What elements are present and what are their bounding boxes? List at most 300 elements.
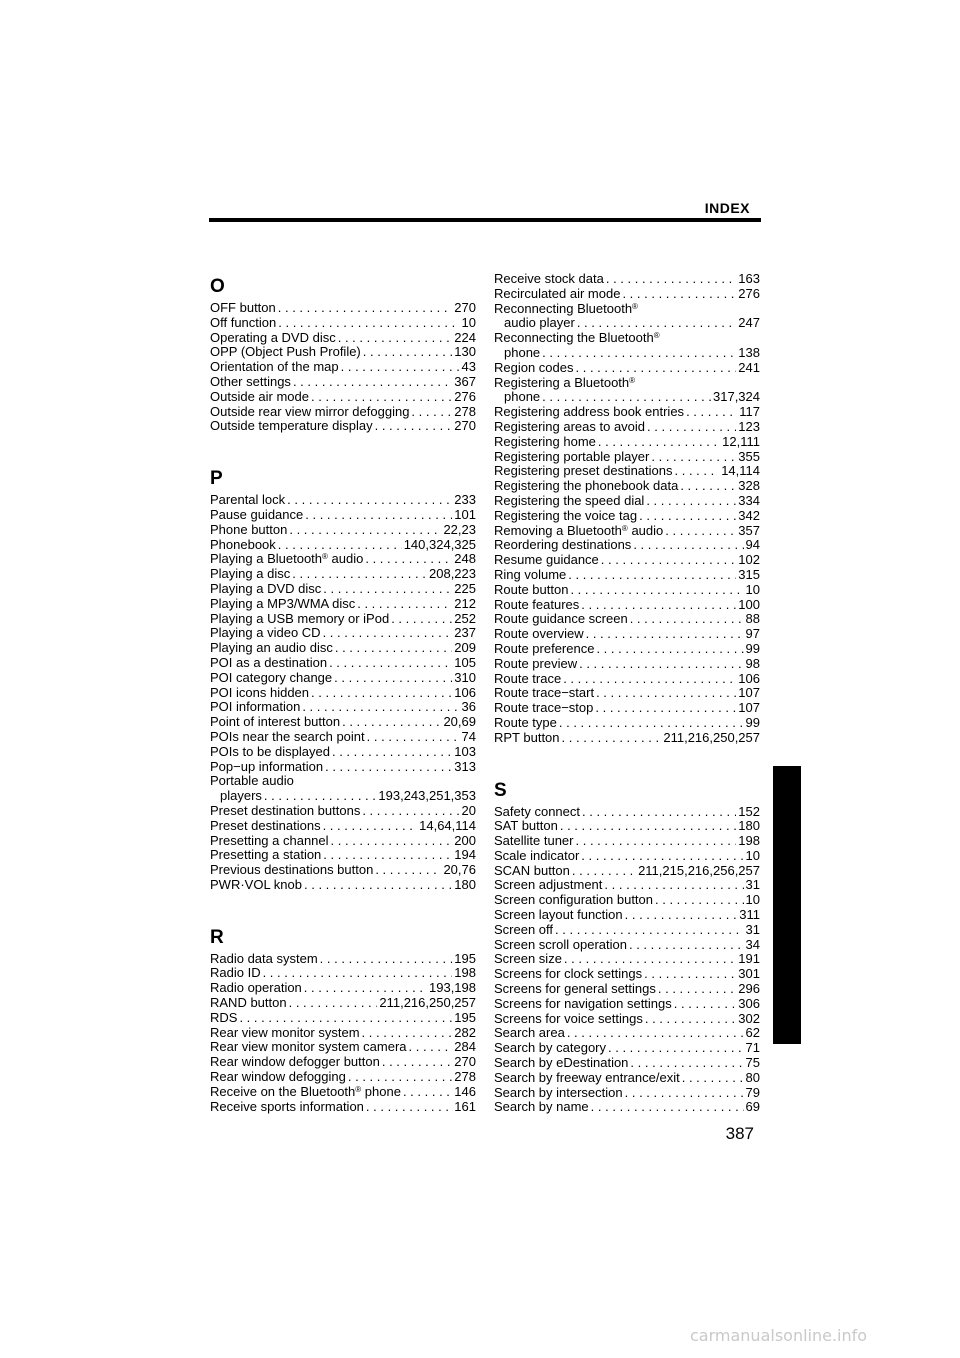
index-entry — [210, 612, 476, 627]
index-entry — [494, 464, 760, 479]
dot-leader — [680, 479, 736, 494]
index-entry-wrapped — [494, 302, 760, 332]
entry-label-text: Registering areas to avoid — [494, 418, 646, 434]
entry-label-text: Off function — [210, 314, 277, 330]
index-entry — [210, 1011, 476, 1026]
entry-pages: 195 — [454, 1009, 476, 1025]
dot-leader — [334, 671, 452, 686]
entry-label — [494, 923, 553, 938]
entry-pages: 105 — [454, 654, 476, 670]
dot-leader — [567, 1026, 744, 1041]
index-entry — [494, 819, 760, 834]
index-entry — [210, 331, 476, 346]
entry-label — [494, 287, 620, 302]
entry-label — [210, 375, 291, 390]
entry-label — [210, 848, 321, 863]
dot-leader — [357, 597, 452, 612]
dot-leader — [367, 730, 460, 745]
entry-pages: 342 — [738, 507, 760, 523]
entry-label — [494, 952, 562, 967]
entry-pages: 106 — [454, 684, 476, 700]
index-entry — [494, 1012, 760, 1027]
index-entry — [494, 538, 760, 553]
entry-label-text: Route preview — [494, 655, 578, 671]
entry-label — [494, 864, 570, 879]
entry-label-text: Registering preset destinations — [494, 463, 673, 479]
entry-label — [494, 819, 558, 834]
entry-pages: 284 — [454, 1039, 476, 1055]
entry-label — [210, 567, 290, 582]
dot-leader — [289, 996, 378, 1011]
entry-pages: 103 — [454, 743, 476, 759]
index-entry — [210, 996, 476, 1011]
entry-label-text: Playing a MP3/WMA disc — [210, 595, 356, 611]
dot-leader — [655, 893, 744, 908]
index-entry — [494, 1086, 760, 1101]
entry-pages: 211,215,216,256,257 — [638, 862, 760, 878]
entry-pages: 100 — [738, 596, 760, 612]
index-entry — [494, 864, 760, 879]
entry-pages: 302 — [738, 1010, 760, 1026]
entry-label-text: Preset destination buttons — [210, 802, 361, 818]
entry-pages: 276 — [454, 388, 476, 404]
entry-label-text: Rear view monitor system camera — [210, 1039, 407, 1055]
dot-leader — [608, 1041, 744, 1056]
index-entry — [210, 878, 476, 893]
dot-leader — [320, 952, 453, 967]
entry-label — [494, 893, 653, 908]
index-entry — [494, 450, 760, 465]
registered-mark: ® — [322, 552, 328, 562]
entry-label-text: Screens for clock settings — [494, 966, 643, 982]
entry-label-text: Phone button — [210, 521, 288, 537]
dot-leader — [633, 538, 743, 553]
dot-leader — [625, 1086, 744, 1101]
entry-pages: 62 — [745, 1025, 760, 1041]
entry-pages: 317,324 — [713, 389, 760, 405]
entry-label — [494, 1012, 643, 1027]
entry-label — [210, 552, 363, 567]
index-entry — [494, 893, 760, 908]
entry-label — [494, 849, 579, 864]
entry-label — [494, 1071, 680, 1086]
entry-pages: 140,324,325 — [403, 536, 476, 552]
entry-label — [210, 834, 329, 849]
dot-leader — [595, 701, 736, 716]
entry-label — [210, 966, 261, 981]
entry-pages: 10 — [745, 892, 760, 908]
dot-leader — [625, 908, 738, 923]
entry-label-text: POIs near the search point — [210, 728, 365, 744]
entry-label-text: Resume guidance — [494, 552, 599, 568]
entry-pages: 123 — [738, 418, 760, 434]
entry-label-text: Search by freeway entrance/exit — [494, 1069, 680, 1085]
entry-label — [210, 730, 365, 745]
entry-label — [494, 435, 596, 450]
dot-leader — [289, 523, 441, 538]
entry-pages: 211,216,250,257 — [379, 995, 476, 1011]
entry-label-text: Outside rear view mirror defogging — [210, 403, 410, 419]
index-entry — [210, 1026, 476, 1041]
dot-leader — [366, 1100, 452, 1115]
entry-label — [210, 345, 361, 360]
entry-pages: 97 — [745, 626, 760, 642]
entry-label — [494, 361, 574, 376]
entry-label — [494, 494, 644, 509]
dot-leader — [665, 524, 736, 539]
entry-label-text: Screens for voice settings — [494, 1010, 643, 1026]
entry-label — [210, 700, 300, 715]
entry-pages: 252 — [454, 610, 476, 626]
entry-label — [494, 1041, 606, 1056]
dot-leader — [409, 1040, 453, 1055]
entry-label-text: Previous destinations button — [210, 862, 374, 878]
entry-label-text: POIs to be displayed — [210, 743, 330, 759]
entry-pages: 198 — [454, 965, 476, 981]
entry-pages: 270 — [454, 300, 476, 315]
entry-pages: 296 — [738, 981, 760, 997]
index-entry — [494, 982, 760, 997]
entry-label — [210, 745, 330, 760]
entry-label — [210, 405, 409, 420]
entry-label-text: Search by eDestination — [494, 1055, 629, 1071]
entry-label — [494, 553, 599, 568]
entry-label — [210, 316, 276, 331]
entry-pages: 20,69 — [443, 714, 476, 730]
entry-label — [210, 952, 318, 967]
entry-label — [494, 405, 684, 420]
registered-mark: ® — [629, 375, 636, 385]
entry-label — [494, 1026, 565, 1041]
entry-label-text: Registering the speed dial — [494, 492, 645, 508]
index-entry — [494, 686, 760, 701]
entry-label-text: Outside temperature display — [210, 418, 373, 434]
entry-pages: 195 — [454, 950, 476, 966]
entry-label-text: Screen size — [494, 951, 562, 967]
dot-leader — [644, 967, 736, 982]
entry-pages: 161 — [454, 1098, 476, 1114]
entry-label-text: Playing a disc — [210, 566, 291, 582]
dot-leader — [264, 789, 376, 804]
entry-label — [494, 1086, 623, 1101]
entry-label-text: Satellite tuner — [494, 833, 574, 849]
entry-pages: 247 — [738, 315, 760, 331]
entry-pages: 99 — [745, 640, 760, 656]
entry-label — [210, 1040, 407, 1055]
dot-leader — [403, 1085, 452, 1100]
entry-label-text: Playing an audio disc — [210, 640, 333, 656]
entry-label — [210, 804, 360, 819]
entry-label-text: RPT button — [494, 729, 560, 745]
entry-label — [494, 701, 593, 716]
entry-label — [494, 834, 574, 849]
entry-label — [210, 878, 302, 893]
index-section-s — [494, 779, 760, 1116]
entry-pages: 306 — [738, 995, 760, 1011]
entry-label — [494, 524, 663, 539]
registered-mark: ® — [632, 301, 638, 311]
index-entry — [494, 1056, 760, 1071]
entry-label — [494, 938, 627, 953]
dot-leader — [629, 938, 744, 953]
entry-first-line — [494, 331, 760, 346]
index-entry — [494, 479, 760, 494]
section-tab-marker — [773, 766, 801, 1044]
entry-label-text: Route trace−start — [494, 685, 595, 701]
entry-pages: 71 — [745, 1040, 760, 1056]
entry-first-line-text: Reconnecting Bluetooth — [494, 300, 633, 316]
index-entry — [494, 509, 760, 524]
entry-label-text: Presetting a channel — [210, 832, 329, 848]
entry-label — [210, 612, 389, 627]
index-entry — [210, 419, 476, 434]
entry-label — [210, 538, 276, 553]
entry-pages: 10 — [745, 847, 760, 863]
entry-pages: 20 — [461, 802, 476, 818]
index-entry — [494, 287, 760, 302]
entry-label-text: audio player — [504, 315, 575, 331]
entry-pages: 367 — [454, 373, 476, 389]
entry-label — [494, 450, 649, 465]
entry-pages: 180 — [454, 876, 476, 892]
entry-label — [504, 346, 540, 361]
entry-label — [210, 686, 309, 701]
index-entry — [210, 981, 476, 996]
entry-label — [494, 627, 584, 642]
entry-label-text: Presetting a station — [210, 847, 322, 863]
entry-label-text: Safety connect — [494, 803, 580, 819]
dot-leader — [572, 864, 636, 879]
dot-leader — [311, 390, 452, 405]
entry-first-line — [210, 774, 476, 789]
entry-label — [210, 331, 336, 346]
dot-leader — [674, 997, 737, 1012]
dot-leader — [598, 435, 720, 450]
entry-label-text: Phonebook — [210, 536, 276, 552]
entry-label — [494, 420, 645, 435]
entry-pages: 211,216,250,257 — [663, 729, 760, 745]
entry-label-text: Operating a DVD disc — [210, 329, 336, 345]
index-entry — [210, 745, 476, 760]
entry-label-text: Playing a Bluetooth — [210, 551, 323, 567]
index-entry — [210, 863, 476, 878]
index-entry — [210, 345, 476, 360]
dot-leader — [686, 405, 737, 420]
entry-label-text: Rear view monitor system — [210, 1024, 360, 1040]
entry-pages: 209 — [454, 640, 476, 656]
index-entry — [210, 834, 476, 849]
entry-pages: 31 — [745, 921, 760, 937]
entry-pages: 138 — [738, 344, 760, 360]
index-entry — [494, 405, 760, 420]
entry-label-text: Registering the voice tag — [494, 507, 638, 523]
entry-pages: 130 — [454, 344, 476, 360]
index-entry — [494, 849, 760, 864]
index-section-p — [210, 467, 476, 893]
index-entry — [210, 626, 476, 641]
index-entry — [210, 582, 476, 597]
entry-pages: 117 — [739, 404, 760, 420]
index-entry — [210, 567, 476, 582]
entry-pages: 200 — [454, 832, 476, 848]
entry-label — [210, 1100, 364, 1115]
entry-pages: 313 — [454, 758, 476, 774]
index-entry — [494, 923, 760, 938]
entry-label — [210, 390, 309, 405]
index-entry — [494, 272, 760, 287]
entry-label — [210, 360, 339, 375]
index-entry-wrapped — [494, 376, 760, 406]
entry-label — [504, 316, 575, 331]
entry-label-text: phone — [504, 389, 541, 405]
entry-pages: 282 — [454, 1024, 476, 1040]
index-entry — [210, 1055, 476, 1070]
entry-label — [494, 716, 557, 731]
dot-leader — [579, 657, 743, 672]
dot-leader — [375, 419, 453, 434]
dot-leader — [391, 612, 452, 627]
index-entry — [494, 938, 760, 953]
entry-pages: 107 — [738, 685, 760, 701]
entry-label-text: Receive on the Bluetooth — [210, 1083, 356, 1099]
entry-pages: 36 — [461, 699, 476, 715]
dot-leader — [335, 641, 452, 656]
entry-pages: 31 — [745, 877, 760, 893]
entry-pages: 311 — [739, 907, 760, 923]
entry-pages: 193,243,251,353 — [378, 788, 476, 804]
entry-label — [210, 523, 287, 538]
entry-label-text: Search by intersection — [494, 1084, 623, 1100]
dot-leader — [586, 627, 744, 642]
entry-label-text: RAND button — [210, 995, 287, 1011]
index-entry — [494, 346, 760, 361]
dot-leader — [559, 716, 744, 731]
entry-label-text: Route guidance screen — [494, 611, 628, 627]
index-entry — [494, 716, 760, 731]
entry-pages: 101 — [454, 506, 476, 522]
entry-pages: 233 — [454, 492, 476, 508]
entry-label-text: Screen scroll operation — [494, 936, 627, 952]
index-entry — [210, 360, 476, 375]
entry-label-text: Other settings — [210, 373, 291, 389]
dot-leader — [342, 715, 441, 730]
section-letter: O — [210, 276, 225, 297]
entry-label-text: Recirculated air mode — [494, 285, 621, 301]
index-entry — [210, 700, 476, 715]
entry-pages: 14,64,114 — [419, 817, 476, 833]
entry-label-text: Route trace — [494, 670, 562, 686]
index-entry — [210, 1085, 476, 1100]
entry-label-text: OPP (Object Push Profile) — [210, 344, 361, 360]
entry-label-text: POI as a destination — [210, 654, 328, 670]
entry-label-suffix: audio — [627, 522, 664, 538]
dot-leader — [646, 494, 736, 509]
entry-label-text: POI category change — [210, 669, 333, 685]
index-entry — [494, 967, 760, 982]
dot-leader — [596, 686, 736, 701]
entry-label — [494, 568, 566, 583]
entry-label — [210, 981, 302, 996]
entry-label — [494, 272, 604, 287]
index-entry — [494, 1041, 760, 1056]
section-letter: S — [494, 779, 507, 801]
index-entry — [494, 627, 760, 642]
entry-pages: 20,76 — [443, 862, 476, 878]
dot-leader — [542, 390, 711, 405]
index-entry — [210, 848, 476, 863]
dot-leader — [363, 345, 453, 360]
dot-leader — [563, 672, 736, 687]
entry-pages: 270 — [454, 418, 476, 434]
dot-leader — [278, 538, 402, 553]
dot-leader — [325, 760, 452, 775]
index-entry — [210, 686, 476, 701]
index-entry — [494, 672, 760, 687]
entry-label-text: Screen off — [494, 921, 554, 937]
index-entry — [494, 435, 760, 450]
entry-label — [494, 538, 631, 553]
index-entry — [210, 1070, 476, 1085]
entry-label-text: Registering the phonebook data — [494, 478, 679, 494]
entry-label-text: Registering portable player — [494, 448, 650, 464]
entry-label — [494, 878, 602, 893]
entry-label — [210, 715, 340, 730]
dot-leader — [606, 272, 736, 287]
entry-pages: 193,198 — [429, 980, 476, 996]
entry-label — [210, 1055, 380, 1070]
dot-leader — [362, 804, 459, 819]
dot-leader — [568, 568, 736, 583]
index-entry — [210, 656, 476, 671]
entry-label — [494, 805, 580, 820]
entry-label — [210, 863, 373, 878]
entry-label-text: Search area — [494, 1025, 565, 1041]
dot-leader — [675, 464, 720, 479]
entry-label — [494, 967, 642, 982]
entry-label-text: Removing a Bluetooth — [494, 522, 622, 538]
index-entry — [494, 642, 760, 657]
entry-label-text: Route type — [494, 714, 557, 730]
registered-mark: ® — [621, 523, 628, 533]
entry-label-text: Outside air mode — [210, 388, 309, 404]
index-entry — [494, 1071, 760, 1086]
dot-leader — [570, 583, 743, 598]
entry-first-line — [494, 302, 760, 317]
entry-pages: 107 — [738, 700, 760, 716]
dot-leader — [555, 923, 744, 938]
dot-leader — [658, 982, 736, 997]
entry-pages: 278 — [454, 1069, 476, 1085]
entry-label-text: SAT button — [494, 818, 558, 834]
entry-label — [494, 672, 561, 687]
entry-label-text: Route trace−stop — [494, 700, 594, 716]
watermark: carmanualsonline.info — [690, 1326, 868, 1345]
entry-label-text: Receive sports information — [210, 1098, 364, 1114]
entry-label-text: OFF button — [210, 300, 276, 315]
entry-label-text: Parental lock — [210, 492, 286, 508]
entry-label — [494, 464, 673, 479]
index-entry — [210, 1100, 476, 1115]
dot-leader — [591, 1100, 744, 1115]
dot-leader — [581, 849, 743, 864]
dot-leader — [305, 508, 452, 523]
index-entry — [210, 819, 476, 834]
entry-label — [494, 1100, 589, 1115]
dot-leader — [292, 567, 427, 582]
dot-leader — [302, 700, 459, 715]
entry-label-text: Orientation of the map — [210, 359, 339, 375]
dot-leader — [341, 360, 460, 375]
